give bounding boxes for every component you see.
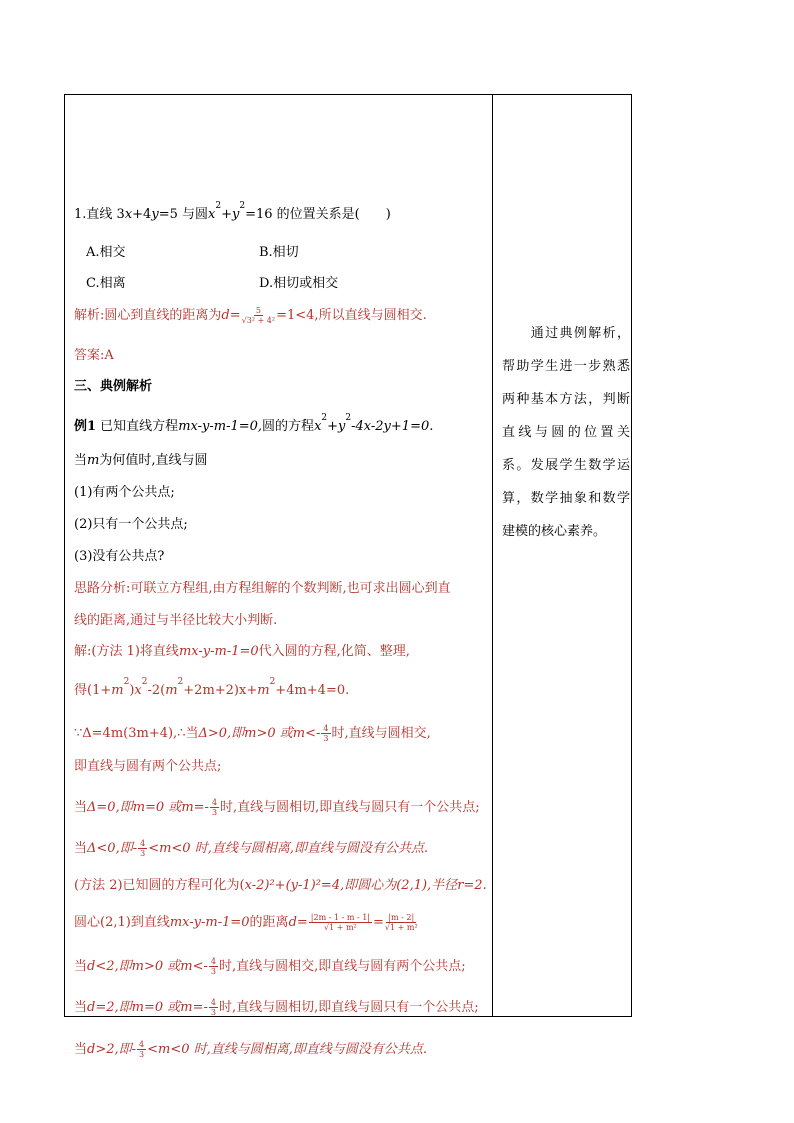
- side-column: [493, 95, 631, 1016]
- q1-option-a: A.相交: [86, 245, 126, 260]
- example-1-item: (3)没有公共点?: [74, 549, 165, 564]
- method2-case-1: 当d<2,即m>0 或m<- $\frac{4}{3}$ 时,直线与圆相交,即直线与圆有两个公共点;: [74, 957, 466, 976]
- analysis-line: 思路分析:可联立方程组,由方程组解的个数判断,也可求出圆心到直: [74, 581, 451, 596]
- method1-delta: ∵Δ=4m(3m+4),∴当Δ>0,即m>0 或m<- $\frac{4}{3}$ 时,直线与圆相交,: [74, 724, 431, 743]
- q1-answer: 答案:A: [74, 348, 114, 363]
- section-heading: 三、典例解析: [74, 379, 153, 394]
- example-1-question: 当m为何值时,直线与圆: [74, 453, 208, 468]
- teaching-note: 通过典例解析，帮助学生进一步熟悉两种基本方法，判断直线与圆的位置关系。发展学生数学运算，数学抽象和数学建模的核心素养。: [502, 326, 630, 539]
- method1-equation: 得$(1+m^2)x^2-2(m^2+2m+2)x+m^2+4m+4=0$.: [74, 677, 350, 698]
- method2-case-3: 当d>2,即- $\frac{4}{3}$ <m<0 时,直线与圆相离,即直线与圆没有公共点.: [74, 1040, 428, 1059]
- method2-case-2: 当d=2,即m=0 或m=- $\frac{4}{3}$ 时,直线与圆相切,即直线与圆只有一个公共点;: [74, 998, 479, 1017]
- q1-option-c: C.相离: [86, 276, 126, 291]
- analysis-line: 线的距离,通过与半径比较大小判断.: [74, 613, 278, 628]
- q1-solution: 解析:圆心到直线的距离为d= $\frac{5}{\text{√3² + 4²}}$ =1<4,所以直线与圆相交.: [74, 306, 427, 325]
- q1-option-b: B.相切: [259, 245, 299, 260]
- q1-stem: 1.直线 3x+4y=5 与圆$x^2+y^2=16$ 的位置关系是( ): [74, 201, 391, 222]
- example-1-item: (2)只有一个公共点;: [74, 517, 188, 532]
- method1-case-2: 当Δ=0,即m=0 或m=- $\frac{4}{3}$ 时,直线与圆相切,即直线与圆只有一个公共点;: [74, 798, 480, 817]
- method1-line: 解:(方法 1)将直线mx-y-m-1=0代入圆的方程,化简、整理,: [74, 644, 410, 659]
- lesson-table: [64, 94, 632, 1059]
- method2-line: (方法 2)已知圆的方程可化为(x-2)²+(y-1)²=4,即圆心为(2,1),半径r=2.: [74, 878, 487, 893]
- method1-delta-2: 即直线与圆有两个公共点;: [74, 759, 222, 774]
- example-1-item: (1)有两个公共点;: [74, 485, 175, 500]
- main-column: [65, 95, 492, 1059]
- q1-option-d: D.相切或相交: [259, 276, 339, 291]
- method1-case-3: 当Δ<0,即- $\frac{4}{3}$ <m<0 时,直线与圆相离,即直线与圆没有公共点.: [74, 839, 429, 858]
- method2-distance: 圆心(2,1)到直线mx-y-m-1=0的距离d= $\frac{|2m - 1 - m - 1|}{\text{√1 + m²}}$ = $\frac{|m - 2|}{\text{√1 + m²}}$: [74, 913, 418, 932]
- example-1-statement: 例1 已知直线方程mx-y-m-1=0,圆的方程$x^2+y^2-4x-2y+1=0$.: [74, 413, 434, 434]
